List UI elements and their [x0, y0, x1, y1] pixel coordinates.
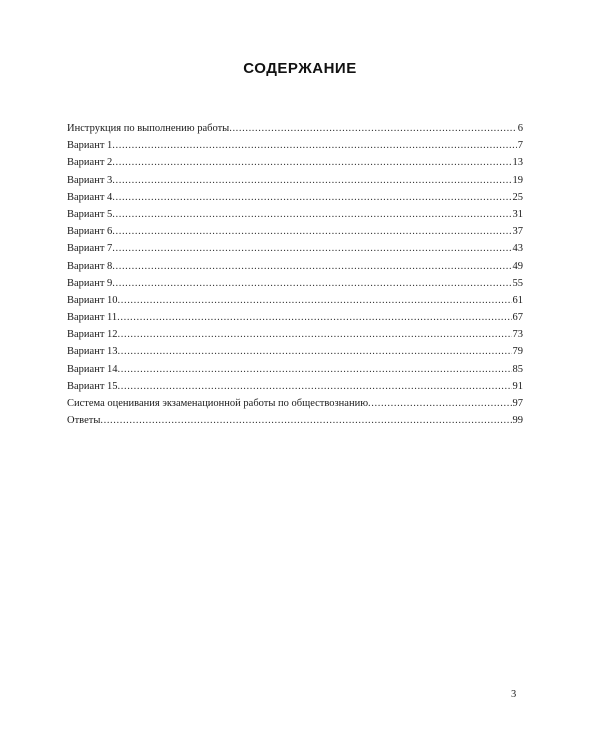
toc-entry-variant-6 [67, 223, 523, 240]
toc-entry-page: 37 [512, 226, 523, 238]
toc-entry-page: 61 [512, 294, 523, 306]
page-number: 3 [511, 689, 517, 700]
toc-entry-variant-15 [67, 378, 523, 395]
toc-leader-dots [112, 240, 511, 257]
toc-entry-variant-8 [67, 258, 523, 275]
toc-leader-dots [112, 223, 511, 240]
toc-entry-page: 85 [512, 363, 523, 375]
toc-entry-label: Вариант 13 [67, 346, 118, 358]
toc-entry-answers [67, 412, 523, 429]
toc-leader-dots [117, 309, 511, 326]
page-title: СОДЕРЖАНИЕ [243, 60, 357, 78]
toc-leader-dots [118, 361, 512, 378]
toc-entry-variant-12 [67, 326, 523, 343]
toc-entry-page: 25 [512, 191, 523, 203]
toc-entry-page: 13 [512, 157, 523, 169]
toc-leader-dots [112, 275, 511, 292]
toc-leader-dots [112, 154, 511, 171]
toc-leader-dots [112, 137, 516, 154]
toc-leader-dots [112, 206, 511, 223]
toc-entry-variant-3 [67, 172, 523, 189]
toc-entry-page: 7 [517, 140, 523, 152]
toc-entry-label: Вариант 12 [67, 329, 118, 341]
toc-entry-variant-10 [67, 292, 523, 309]
toc-entry-variant-1 [67, 137, 523, 154]
toc-entry-variant-11 [67, 309, 523, 326]
toc-entry-page: 73 [512, 329, 523, 341]
toc-entry-label: Вариант 9 [67, 277, 113, 289]
toc-entry-page: 97 [512, 398, 523, 409]
toc-leader-dots [112, 172, 511, 189]
table-of-contents [67, 120, 523, 429]
toc-entry-label: Вариант 1 [67, 140, 113, 152]
toc-leader-dots [118, 343, 512, 360]
toc-entry-page: 19 [512, 174, 523, 186]
toc-leader-dots [118, 326, 512, 343]
toc-entry-variant-13 [67, 343, 523, 360]
toc-leader-dots [118, 378, 512, 395]
toc-entry-page: 31 [512, 208, 523, 220]
toc-entry-variant-4 [67, 189, 523, 206]
toc-leader-dots [112, 258, 511, 275]
toc-entry-label: Ответы [67, 415, 101, 427]
toc-entry-page: 6 [517, 123, 523, 134]
toc-leader-dots [118, 292, 512, 309]
toc-entry-page: 91 [512, 380, 523, 392]
toc-entry-label: Вариант 8 [67, 260, 113, 272]
toc-leader-dots [229, 120, 517, 137]
toc-entry-label: Система оценивания экзаменационной работы по обществознанию [67, 398, 369, 409]
toc-entry-label: Вариант 7 [67, 243, 113, 255]
toc-entry-variant-9 [67, 275, 523, 292]
toc-entry-label: Вариант 6 [67, 226, 113, 238]
toc-entry-variant-2 [67, 154, 523, 171]
toc-entry-label: Вариант 2 [67, 157, 113, 169]
toc-entry-label: Вариант 10 [67, 294, 118, 306]
toc-entry-page: 99 [512, 415, 523, 427]
toc-leader-dots [112, 189, 511, 206]
toc-entry-page: 55 [512, 277, 523, 289]
toc-entry-instructions [67, 120, 523, 137]
toc-entry-label: Вариант 5 [67, 208, 113, 220]
toc-entry-label: Вариант 4 [67, 191, 113, 203]
toc-entry-page: 79 [512, 346, 523, 358]
toc-entry-label: Инструкция по выполнению работы [67, 123, 230, 134]
toc-entry-label: Вариант 3 [67, 174, 113, 186]
toc-entry-page: 49 [512, 260, 523, 272]
toc-entry-label: Вариант 11 [67, 312, 118, 324]
toc-entry-page: 67 [512, 312, 523, 324]
toc-leader-dots [100, 412, 511, 429]
toc-entry-label: Вариант 15 [67, 380, 118, 392]
toc-entry-variant-7 [67, 240, 523, 257]
toc-entry-label: Вариант 14 [67, 363, 118, 375]
toc-entry-variant-14 [67, 361, 523, 378]
toc-entry-grading-system [67, 395, 523, 412]
toc-leader-dots [368, 395, 511, 412]
toc-entry-page: 43 [512, 243, 523, 255]
toc-entry-variant-5 [67, 206, 523, 223]
